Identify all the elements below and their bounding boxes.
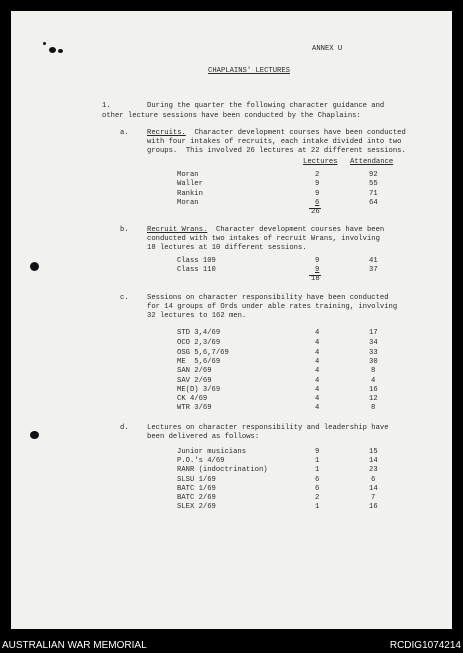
intro-line: other lecture sessions have been conducted by the Chaplains: — [102, 112, 361, 120]
section-letter: a. — [120, 129, 129, 137]
row-attendance: 37 — [369, 266, 378, 274]
row-attendance: 41 — [369, 257, 378, 265]
footer-record-id: RCDIG1074214 — [389, 640, 461, 651]
section-a-line1 — [147, 129, 406, 137]
row-lectures: 4 — [315, 358, 320, 366]
row-name: Junior musicians — [177, 448, 247, 456]
row-name: BATC 1/69 — [177, 485, 216, 493]
row-lectures: 4 — [315, 395, 320, 403]
row-lectures: 9 — [315, 266, 320, 274]
row-name: Rankin — [177, 190, 203, 198]
row-attendance: 33 — [369, 349, 378, 357]
row-attendance: 71 — [369, 190, 378, 198]
row-name: Waller — [177, 180, 203, 188]
row-name: SAN 2/69 — [177, 367, 212, 375]
row-lectures: 1 — [315, 466, 320, 474]
row-lectures: 4 — [315, 329, 320, 337]
section-total: 26 — [311, 208, 320, 216]
section-heading: Recruit Wrans. — [147, 226, 208, 234]
row-attendance: 14 — [369, 457, 378, 465]
row-attendance: 34 — [369, 339, 378, 347]
row-name: OCO 2,3/69 — [177, 339, 221, 347]
row-lectures: 9 — [315, 448, 320, 456]
row-name: BATC 2/69 — [177, 494, 216, 502]
section-text: conducted with two intakes of recruit Wrans, involving — [147, 235, 380, 243]
paragraph-number: 1. — [102, 102, 111, 110]
row-attendance: 55 — [369, 180, 378, 188]
row-name: WTR 3/69 — [177, 404, 212, 412]
ink-blot — [30, 262, 39, 271]
row-attendance: 16 — [369, 386, 378, 394]
row-lectures: 2 — [315, 494, 320, 502]
row-name: RANR (indoctrination) — [177, 466, 268, 474]
annex-label: ANNEX U — [312, 45, 343, 53]
section-text: been delivered as follows: — [147, 433, 260, 441]
document-title: CHAPLAINS' LECTURES — [208, 67, 290, 75]
ink-blot — [30, 431, 39, 439]
row-attendance: 17 — [369, 329, 378, 337]
col-header-lectures: Lectures — [303, 158, 338, 166]
section-text: with four intakes of recruits, each intake divided into two — [147, 138, 402, 146]
row-attendance: 8 — [371, 404, 376, 412]
row-name: Class 110 — [177, 266, 216, 274]
row-name: STD 3,4/69 — [177, 329, 221, 337]
row-attendance: 6 — [371, 476, 376, 484]
row-attendance: 7 — [371, 494, 376, 502]
row-name: SLSU 1/69 — [177, 476, 216, 484]
section-text: Character development courses have been conducted — [185, 129, 406, 137]
row-lectures: 6 — [315, 199, 320, 207]
section-letter: d. — [120, 424, 129, 432]
row-name: Moran — [177, 171, 199, 179]
row-lectures: 1 — [315, 503, 320, 511]
row-lectures: 4 — [315, 386, 320, 394]
row-lectures: 2 — [315, 171, 320, 179]
row-attendance: 64 — [369, 199, 378, 207]
row-name: SAV 2/69 — [177, 377, 212, 385]
section-text: 32 lectures to 162 men. — [147, 312, 247, 320]
col-header-attendance: Attendance — [350, 158, 394, 166]
row-attendance: 12 — [369, 395, 378, 403]
intro-line: During the quarter the following character guidance and — [147, 102, 385, 110]
row-name: Class 109 — [177, 257, 216, 265]
section-letter: b. — [120, 226, 129, 234]
section-letter: c. — [120, 294, 129, 302]
row-lectures: 4 — [315, 404, 320, 412]
section-total: 18 — [311, 275, 320, 283]
row-name: CK 4/69 — [177, 395, 208, 403]
row-attendance: 4 — [371, 377, 376, 385]
section-text: groups. This involved 26 lectures at 22 different sessions. — [147, 147, 406, 155]
row-attendance: 23 — [369, 466, 378, 474]
row-attendance: 14 — [369, 485, 378, 493]
document-page — [11, 11, 452, 629]
row-lectures: 4 — [315, 339, 320, 347]
section-text: Lectures on character responsibility and leadership have — [147, 424, 389, 432]
row-name: ME(D) 3/69 — [177, 386, 221, 394]
row-lectures: 4 — [315, 367, 320, 375]
section-text: 18 lectures at 10 different sessions. — [147, 244, 307, 252]
row-lectures: 4 — [315, 349, 320, 357]
section-heading: Recruits. — [147, 129, 186, 137]
row-attendance: 8 — [371, 367, 376, 375]
row-lectures: 4 — [315, 377, 320, 385]
row-lectures: 6 — [315, 476, 320, 484]
row-lectures: 1 — [315, 457, 320, 465]
row-attendance: 30 — [369, 358, 378, 366]
row-name: OSG 5,6,7/69 — [177, 349, 229, 357]
ink-blot — [58, 49, 63, 53]
ink-blot — [43, 42, 46, 45]
row-lectures: 9 — [315, 190, 320, 198]
row-attendance: 15 — [369, 448, 378, 456]
row-attendance: 92 — [369, 171, 378, 179]
row-name: Moran — [177, 199, 199, 207]
archive-footer — [0, 636, 463, 653]
section-b-line1 — [147, 226, 384, 234]
row-name: ME 5,6/69 — [177, 358, 221, 366]
row-name: SLEX 2/69 — [177, 503, 216, 511]
row-lectures: 6 — [315, 485, 320, 493]
footer-institution: AUSTRALIAN WAR MEMORIAL — [2, 640, 147, 651]
ink-blot — [49, 47, 56, 53]
row-name: P.O.'s 4/69 — [177, 457, 225, 465]
section-text: for 14 groups of Ords under able rates training, involving — [147, 303, 398, 311]
row-lectures: 9 — [315, 180, 320, 188]
row-lectures: 9 — [315, 257, 320, 265]
row-attendance: 16 — [369, 503, 378, 511]
section-text: Sessions on character responsibility have been conducted — [147, 294, 389, 302]
section-text: Character development courses have been — [207, 226, 385, 234]
